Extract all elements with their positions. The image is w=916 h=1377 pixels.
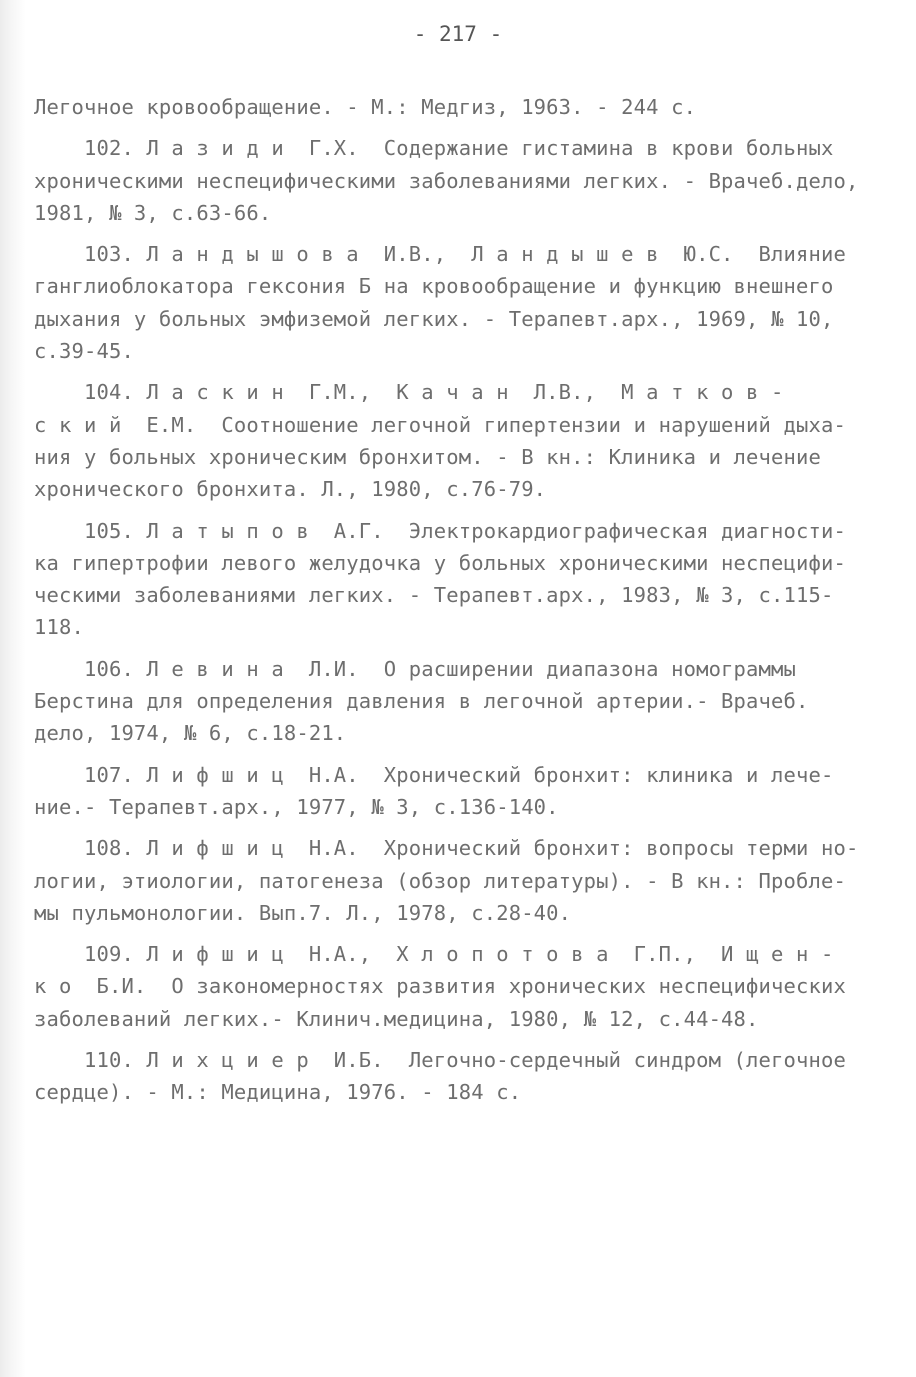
entry-line: ния у больных хроническим бронхитом. - В кн.: Клиника и лечение — [34, 444, 821, 469]
entry-line: 1981, № 3, с.63-66. — [34, 200, 272, 225]
entry-line: Легочное кровообращение. - М.: Медгиз, 1963. - 244 с. — [34, 95, 697, 119]
bibliography-entry-104 — [34, 376, 882, 505]
entry-line: 104. Л а с к и н Г.М., К а ч а н Л.В., М а т к о в - — [34, 380, 784, 405]
entry-line: Берстина для определения давления в легочной артерии.- Врачеб. — [34, 689, 809, 714]
bibliography-entry-continuation — [34, 91, 882, 123]
bibliography-entry-110 — [34, 1044, 882, 1109]
bibliography-entry-107 — [34, 759, 882, 824]
entry-line: сердце). - М.: Медицина, 1976. - 184 с. — [34, 1080, 522, 1105]
entry-line: 109. Л и ф ш и ц Н.А., Х л о п о т о в а Г.П., И щ е н - — [34, 942, 834, 967]
entry-line: ка гипертрофии левого желудочка у больных хроническими неспецифи- — [34, 550, 846, 575]
bibliography-entry-109 — [34, 938, 882, 1035]
page-number: - 217 - — [413, 22, 503, 46]
entry-line: заболеваний легких.- Клинич.медицина, 1980, № 12, с.44-48. — [34, 1006, 759, 1031]
entry-line: 110. Л и х ц и е р И.Б. Легочно-сердечный синдром (легочное — [34, 1048, 846, 1073]
entry-line: 107. Л и ф ш и ц Н.А. Хронический бронхит: клиника и лече- — [34, 762, 834, 787]
bibliography-entry-103 — [34, 238, 882, 367]
entry-line: 106. Л е в и н а Л.И. О расширении диапазона номограммы — [34, 656, 797, 681]
bibliography-entry-105 — [34, 515, 882, 644]
scan-page-edge — [0, 0, 26, 1377]
entry-line: 105. Л а т ы п о в А.Г. Электрокардиографическая диагности- — [34, 518, 846, 543]
entry-line: 108. Л и ф ш и ц Н.А. Хронический бронхит: вопросы терми но- — [34, 836, 859, 861]
bibliography-entry-102 — [34, 132, 882, 229]
entry-line: логии, этиологии, патогенеза (обзор литературы). - В кн.: Пробле- — [34, 868, 846, 893]
entry-line: к о Б.И. О закономерностях развития хронических неспецифических — [34, 974, 846, 999]
bibliography-entry-106 — [34, 653, 882, 750]
entry-line: хроническими неспецифическими заболеваниями легких. - Врачеб.дело, — [34, 168, 859, 193]
entry-line: 118. — [34, 615, 84, 640]
entry-line: 102. Л а з и д и Г.Х. Содержание гистамина в крови больных — [34, 136, 834, 161]
entry-line: с.39-45. — [34, 339, 134, 364]
entry-line: мы пульмонологии. Вып.7. Л., 1978, с.28-40. — [34, 900, 572, 925]
bibliography-list — [34, 91, 882, 1109]
bibliography-entry-108 — [34, 832, 882, 929]
entry-line: 103. Л а н д ы ш о в а И.В., Л а н д ы ш е в Ю.С. Влияние — [34, 242, 846, 267]
entry-line: ние.- Терапевт.арх., 1977, № 3, с.136-140. — [34, 794, 559, 819]
entry-line: дыхания у больных эмфиземой легких. - Терапевт.арх., 1969, № 10, — [34, 306, 834, 331]
entry-line: ганглиоблокатора гексония Б на кровообращение и функцию внешнего — [34, 274, 834, 299]
entry-line: хронического бронхита. Л., 1980, с.76-79. — [34, 477, 547, 502]
entry-line: ческими заболеваниями легких. - Терапевт.арх., 1983, № 3, с.115- — [34, 583, 834, 608]
entry-line: с к и й Е.М. Соотношение легочной гипертензии и нарушений дыха- — [34, 412, 846, 437]
entry-line: дело, 1974, № 6, с.18-21. — [34, 721, 347, 746]
